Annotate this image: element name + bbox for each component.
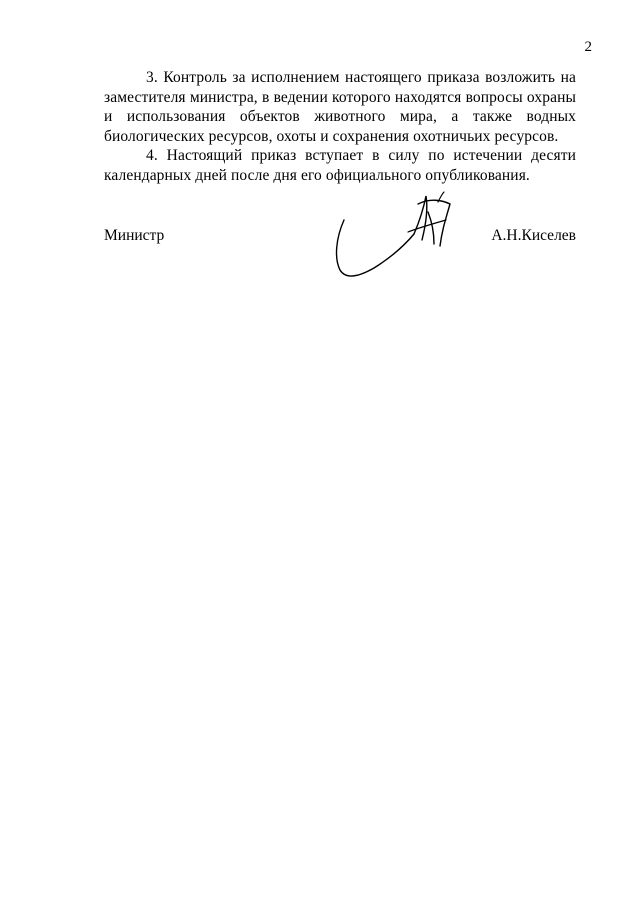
signature-block [104, 226, 576, 306]
page-number: 2 [584, 39, 592, 55]
signer-name: А.Н.Киселев [491, 227, 576, 244]
signer-title: Министр [104, 227, 165, 244]
handwritten-signature-icon [330, 190, 460, 300]
paragraph-3: 3. Контроль за исполнением настоящего приказа возложить на заместителя министра, в ведении которого находятся вопросы охраны и использования объектов животного мира, а также водных биологических ресурсов, охоты и сохранения охотничьих ресурсов. [104, 69, 576, 145]
paragraph-4: 4. Настоящий приказ вступает в силу по истечении десяти календарных дней после дня его официального опубликования. [104, 147, 576, 184]
document-body [104, 68, 576, 185]
